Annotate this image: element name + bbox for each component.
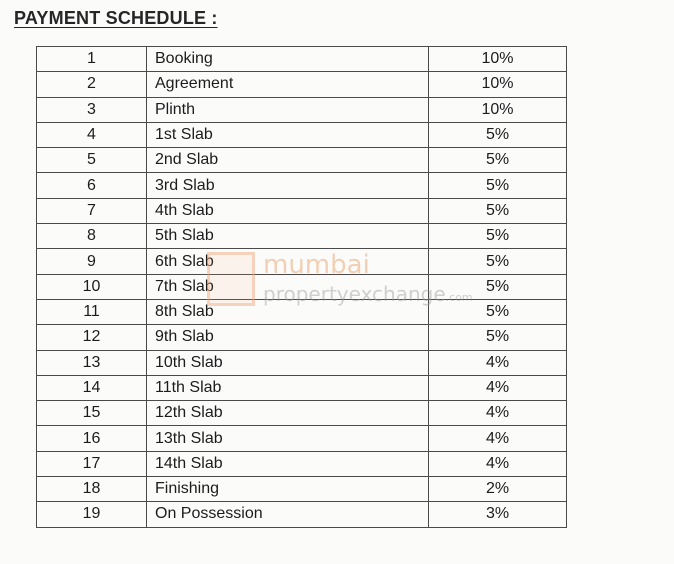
table-row <box>37 299 567 324</box>
row-number: 2 <box>37 72 147 97</box>
page-title: PAYMENT SCHEDULE : <box>14 8 218 28</box>
row-stage: 14th Slab <box>147 451 429 476</box>
row-stage: Finishing <box>147 477 429 502</box>
row-stage: 6th Slab <box>147 249 429 274</box>
table-row <box>37 122 567 147</box>
row-stage: 9th Slab <box>147 325 429 350</box>
row-stage: Agreement <box>147 72 429 97</box>
table-row <box>37 350 567 375</box>
row-percent: 2% <box>429 477 567 502</box>
row-stage: Plinth <box>147 97 429 122</box>
table-row <box>37 401 567 426</box>
row-stage: 11th Slab <box>147 375 429 400</box>
row-percent: 5% <box>429 224 567 249</box>
row-number: 12 <box>37 325 147 350</box>
row-number: 13 <box>37 350 147 375</box>
row-stage: Booking <box>147 47 429 72</box>
table-row <box>37 274 567 299</box>
row-percent: 10% <box>429 97 567 122</box>
row-percent: 5% <box>429 148 567 173</box>
table-row <box>37 426 567 451</box>
table-row <box>37 97 567 122</box>
row-stage: On Possession <box>147 502 429 527</box>
row-stage: 7th Slab <box>147 274 429 299</box>
payment-schedule-body <box>37 47 567 528</box>
row-percent: 5% <box>429 249 567 274</box>
row-number: 4 <box>37 122 147 147</box>
row-number: 6 <box>37 173 147 198</box>
row-number: 19 <box>37 502 147 527</box>
row-number: 7 <box>37 198 147 223</box>
row-percent: 4% <box>429 451 567 476</box>
table-row <box>37 224 567 249</box>
table-row <box>37 502 567 527</box>
row-number: 14 <box>37 375 147 400</box>
table-row <box>37 249 567 274</box>
row-stage: 5th Slab <box>147 224 429 249</box>
table-row <box>37 375 567 400</box>
row-stage: 3rd Slab <box>147 173 429 198</box>
table-row <box>37 451 567 476</box>
row-number: 18 <box>37 477 147 502</box>
row-percent: 3% <box>429 502 567 527</box>
row-stage: 13th Slab <box>147 426 429 451</box>
row-stage: 8th Slab <box>147 299 429 324</box>
row-percent: 4% <box>429 426 567 451</box>
row-number: 15 <box>37 401 147 426</box>
row-stage: 2nd Slab <box>147 148 429 173</box>
table-row <box>37 477 567 502</box>
row-percent: 10% <box>429 72 567 97</box>
table-row <box>37 173 567 198</box>
watermark-line1: mumbai <box>263 250 370 280</box>
row-stage: 10th Slab <box>147 350 429 375</box>
row-number: 17 <box>37 451 147 476</box>
row-percent: 10% <box>429 47 567 72</box>
table-row <box>37 47 567 72</box>
payment-schedule-table <box>36 46 567 528</box>
row-number: 1 <box>37 47 147 72</box>
row-number: 9 <box>37 249 147 274</box>
row-percent: 5% <box>429 325 567 350</box>
row-percent: 4% <box>429 375 567 400</box>
table-row <box>37 198 567 223</box>
table-row <box>37 148 567 173</box>
row-percent: 5% <box>429 274 567 299</box>
row-percent: 5% <box>429 173 567 198</box>
row-percent: 4% <box>429 401 567 426</box>
row-number: 16 <box>37 426 147 451</box>
watermark-suffix: .com <box>445 291 473 304</box>
row-percent: 5% <box>429 198 567 223</box>
row-number: 11 <box>37 299 147 324</box>
row-stage: 4th Slab <box>147 198 429 223</box>
row-percent: 5% <box>429 299 567 324</box>
row-percent: 4% <box>429 350 567 375</box>
row-number: 3 <box>37 97 147 122</box>
watermark-line2-main: propertyexchange <box>263 282 446 306</box>
row-percent: 5% <box>429 122 567 147</box>
row-number: 5 <box>37 148 147 173</box>
table-row <box>37 325 567 350</box>
row-number: 10 <box>37 274 147 299</box>
row-number: 8 <box>37 224 147 249</box>
row-stage: 1st Slab <box>147 122 429 147</box>
table-row <box>37 72 567 97</box>
row-stage: 12th Slab <box>147 401 429 426</box>
